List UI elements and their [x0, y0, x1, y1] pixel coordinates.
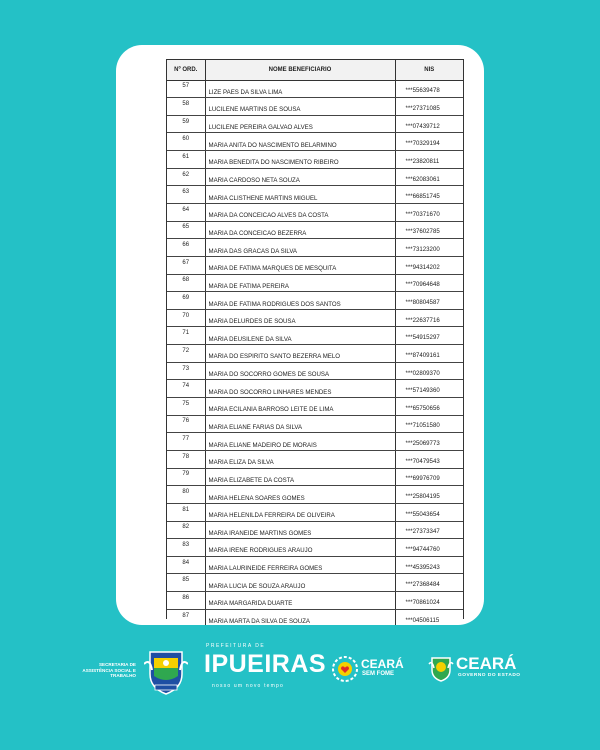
- row-order-number: 57: [167, 80, 205, 98]
- row-beneficiary-name: MARIA DA CONCEICAO BEZERRA: [205, 221, 395, 239]
- row-beneficiary-name: MARIA ELIZABETE DA COSTA: [205, 468, 395, 486]
- row-beneficiary-name: MARIA DE FATIMA PEREIRA: [205, 274, 395, 292]
- table-row: [167, 186, 463, 204]
- table-row: [167, 168, 463, 186]
- table-row: [167, 486, 463, 504]
- row-nis: ***55043654: [395, 503, 463, 521]
- header-order: Nº ORD.: [167, 60, 205, 80]
- table-row: [167, 398, 463, 416]
- row-beneficiary-name: MARIA DO SOCORRO GOMES DE SOUSA: [205, 362, 395, 380]
- row-order-number: 83: [167, 539, 205, 557]
- row-nis: ***66851745: [395, 186, 463, 204]
- row-beneficiary-name: MARIA ANITA DO NASCIMENTO BELARMINO: [205, 133, 395, 151]
- beneficiary-document: [166, 59, 464, 625]
- ceara-sem-fome-icon: [332, 656, 358, 682]
- row-beneficiary-name: MARIA LAURINEIDE FERREIRA GOMES: [205, 556, 395, 574]
- row-beneficiary-name: MARIA CLISTHENE MARTINS MIGUEL: [205, 186, 395, 204]
- row-beneficiary-name: MARIA DO ESPIRITO SANTO BEZERRA MELO: [205, 345, 395, 363]
- row-order-number: 71: [167, 327, 205, 345]
- row-nis: ***07439712: [395, 115, 463, 133]
- table-row: [167, 309, 463, 327]
- table-row: [167, 468, 463, 486]
- table-row: [167, 203, 463, 221]
- row-nis: ***57149360: [395, 380, 463, 398]
- ipueiras-tagline: nosso um novo tempo: [212, 683, 284, 689]
- row-nis: ***25804195: [395, 486, 463, 504]
- row-beneficiary-name: MARIA CARDOSO NETA SOUZA: [205, 168, 395, 186]
- document-card: [116, 45, 484, 625]
- row-order-number: 66: [167, 239, 205, 257]
- row-nis: ***02809370: [395, 362, 463, 380]
- row-beneficiary-name: MARIA DEUSILENE DA SILVA: [205, 327, 395, 345]
- table-row: [167, 556, 463, 574]
- table-row: [167, 574, 463, 592]
- secretaria-logo-text: SECRETARIA DE ASSISTÊNCIA SOCIAL E TRABALHO: [82, 662, 136, 678]
- table-row: [167, 609, 463, 625]
- row-order-number: 84: [167, 556, 205, 574]
- table-row: [167, 380, 463, 398]
- row-order-number: 75: [167, 398, 205, 416]
- ceara-sem-fome-subtitle: SEM FOME: [362, 671, 395, 677]
- row-order-number: 58: [167, 98, 205, 116]
- table-row: [167, 256, 463, 274]
- table-row: [167, 433, 463, 451]
- row-beneficiary-name: MARIA DE FATIMA MARQUES DE MESQUITA: [205, 256, 395, 274]
- ceara-government-subtitle: GOVERNO DO ESTADO: [458, 673, 521, 678]
- row-nis: ***62083061: [395, 168, 463, 186]
- row-beneficiary-name: MARIA ECILANIA BARROSO LEITE DE LIMA: [205, 398, 395, 416]
- row-nis: ***70861024: [395, 592, 463, 610]
- row-nis: ***27368484: [395, 574, 463, 592]
- table-row: [167, 274, 463, 292]
- table-row: [167, 115, 463, 133]
- table-row: [167, 362, 463, 380]
- row-beneficiary-name: MARIA DAS GRACAS DA SILVA: [205, 239, 395, 257]
- table-row: [167, 80, 463, 98]
- row-beneficiary-name: MARIA DELURDES DE SOUSA: [205, 309, 395, 327]
- row-nis: ***37602785: [395, 221, 463, 239]
- row-nis: ***22637716: [395, 309, 463, 327]
- ceara-government-crest-icon: [428, 654, 454, 682]
- row-nis: ***73123200: [395, 239, 463, 257]
- table-body: [167, 80, 463, 625]
- row-order-number: 72: [167, 345, 205, 363]
- row-nis: ***87409161: [395, 345, 463, 363]
- row-nis: ***70329194: [395, 133, 463, 151]
- table-row: [167, 345, 463, 363]
- row-nis: ***27371085: [395, 98, 463, 116]
- row-nis: ***25069773: [395, 433, 463, 451]
- table-row: [167, 151, 463, 169]
- table-row: [167, 98, 463, 116]
- header-nis: NIS: [395, 60, 463, 80]
- row-order-number: 67: [167, 256, 205, 274]
- row-order-number: 78: [167, 450, 205, 468]
- ceara-sem-fome-title: CEARÁ: [361, 657, 404, 671]
- row-nis: ***27373347: [395, 521, 463, 539]
- row-beneficiary-name: MARIA MARGARIDA DUARTE: [205, 592, 395, 610]
- row-nis: ***55639478: [395, 80, 463, 98]
- row-order-number: 74: [167, 380, 205, 398]
- table-row: [167, 221, 463, 239]
- row-beneficiary-name: MARIA MARTA DA SILVA DE SOUZA: [205, 609, 395, 625]
- header-name: NOME BENEFICIARIO: [205, 60, 395, 80]
- row-nis: ***45395243: [395, 556, 463, 574]
- row-order-number: 79: [167, 468, 205, 486]
- row-nis: ***70964648: [395, 274, 463, 292]
- table-row: [167, 292, 463, 310]
- table-row: [167, 133, 463, 151]
- row-order-number: 73: [167, 362, 205, 380]
- row-order-number: 62: [167, 168, 205, 186]
- row-nis: ***94744760: [395, 539, 463, 557]
- row-beneficiary-name: MARIA IRENE RODRIGUES ARAUJO: [205, 539, 395, 557]
- row-nis: ***69976709: [395, 468, 463, 486]
- row-nis: ***71051580: [395, 415, 463, 433]
- beneficiary-table: [167, 60, 463, 625]
- table-row: [167, 592, 463, 610]
- row-order-number: 68: [167, 274, 205, 292]
- row-order-number: 76: [167, 415, 205, 433]
- row-order-number: 69: [167, 292, 205, 310]
- row-beneficiary-name: MARIA DE FATIMA RODRIGUES DOS SANTOS: [205, 292, 395, 310]
- row-nis: ***04506115: [395, 609, 463, 625]
- table-row: [167, 521, 463, 539]
- row-beneficiary-name: LIZE PAES DA SILVA LIMA: [205, 80, 395, 98]
- table-row: [167, 327, 463, 345]
- footer-logos: [0, 640, 600, 700]
- table-row: [167, 239, 463, 257]
- row-beneficiary-name: MARIA ELIZA DA SILVA: [205, 450, 395, 468]
- row-beneficiary-name: MARIA IRANEIDE MARTINS GOMES: [205, 521, 395, 539]
- row-beneficiary-name: MARIA DA CONCEICAO ALVES DA COSTA: [205, 203, 395, 221]
- table-row: [167, 503, 463, 521]
- row-nis: ***23820811: [395, 151, 463, 169]
- row-beneficiary-name: MARIA DO SOCORRO LINHARES MENDES: [205, 380, 395, 398]
- row-order-number: 64: [167, 203, 205, 221]
- row-beneficiary-name: MARIA ELIANE FARIAS DA SILVA: [205, 415, 395, 433]
- row-order-number: 80: [167, 486, 205, 504]
- row-nis: ***54915297: [395, 327, 463, 345]
- ipueiras-crest-icon: [144, 644, 188, 696]
- row-beneficiary-name: LUCILENE MARTINS DE SOUSA: [205, 98, 395, 116]
- row-nis: ***94314202: [395, 256, 463, 274]
- row-order-number: 81: [167, 503, 205, 521]
- row-order-number: 87: [167, 609, 205, 625]
- row-order-number: 63: [167, 186, 205, 204]
- ceara-government-title: CEARÁ: [456, 654, 517, 673]
- row-beneficiary-name: MARIA LUCIA DE SOUZA ARAUJO: [205, 574, 395, 592]
- row-order-number: 82: [167, 521, 205, 539]
- row-order-number: 85: [167, 574, 205, 592]
- row-nis: ***70479543: [395, 450, 463, 468]
- row-nis: ***70371670: [395, 203, 463, 221]
- row-beneficiary-name: MARIA ELIANE MADEIRO DE MORAIS: [205, 433, 395, 451]
- row-order-number: 60: [167, 133, 205, 151]
- row-order-number: 61: [167, 151, 205, 169]
- table-header-row: [167, 60, 463, 80]
- table-row: [167, 415, 463, 433]
- row-order-number: 86: [167, 592, 205, 610]
- row-nis: ***80804587: [395, 292, 463, 310]
- row-order-number: 70: [167, 309, 205, 327]
- row-order-number: 77: [167, 433, 205, 451]
- row-beneficiary-name: LUCILENE PEREIRA GALVAO ALVES: [205, 115, 395, 133]
- table-row: [167, 450, 463, 468]
- prefeitura-label: PREFEITURA DE: [206, 643, 266, 649]
- row-beneficiary-name: MARIA BENEDITA DO NASCIMENTO RIBEIRO: [205, 151, 395, 169]
- table-row: [167, 539, 463, 557]
- row-beneficiary-name: MARIA HELENA SOARES GOMES: [205, 486, 395, 504]
- row-order-number: 65: [167, 221, 205, 239]
- ipueiras-logo-text: IPUEIRAS: [204, 650, 327, 678]
- row-order-number: 59: [167, 115, 205, 133]
- row-nis: ***65750656: [395, 398, 463, 416]
- row-beneficiary-name: MARIA HELENILDA FERREIRA DE OLIVEIRA: [205, 503, 395, 521]
